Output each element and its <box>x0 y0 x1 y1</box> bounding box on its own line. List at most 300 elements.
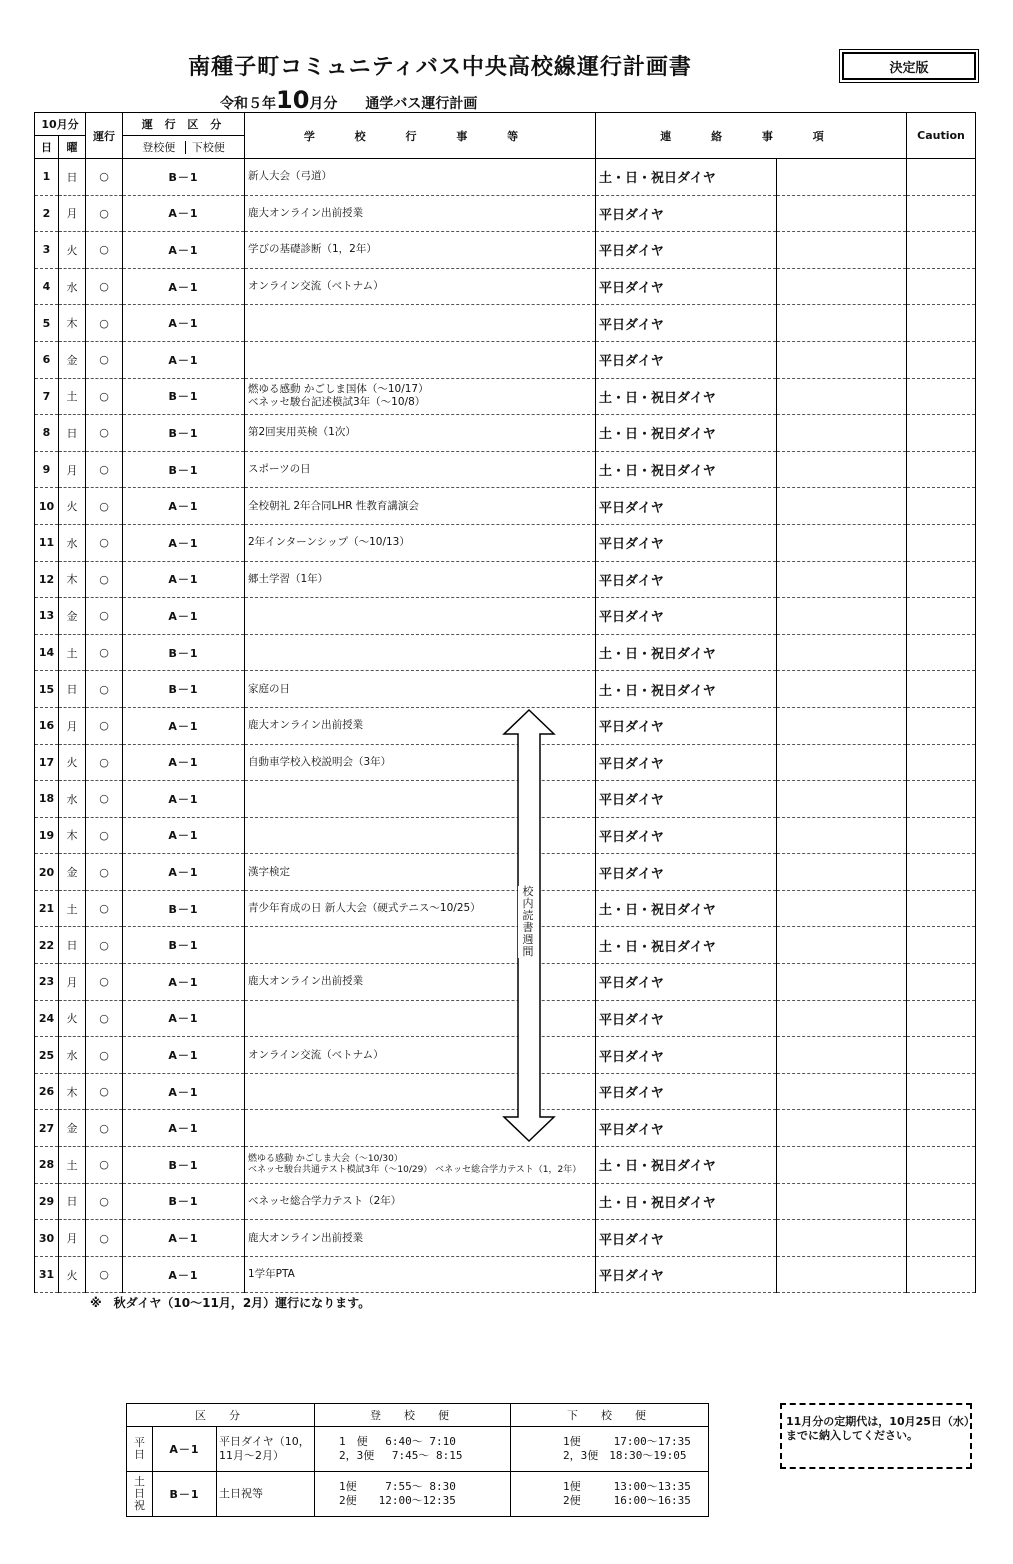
time-line: 1便 17:00～17:35 <box>563 1435 691 1448</box>
contact-cell: 平日ダイヤ <box>596 964 777 1001</box>
caution-cell <box>907 671 976 708</box>
caution-cell <box>907 159 976 196</box>
table-row <box>35 671 976 708</box>
caution-cell <box>907 634 976 671</box>
contact-cell: 土・日・祝日ダイヤ <box>596 671 777 708</box>
event-cell <box>245 341 596 378</box>
weekday-cell: 水 <box>59 268 86 305</box>
table-row <box>35 195 976 232</box>
weekday-cell: 木 <box>59 305 86 342</box>
weekday-cell: 日 <box>59 671 86 708</box>
contact-cell: 土・日・祝日ダイヤ <box>596 451 777 488</box>
day-cell: 29 <box>35 1183 59 1220</box>
contact-extra-cell <box>777 415 907 452</box>
day-cell: 8 <box>35 415 59 452</box>
contact-extra-cell <box>777 817 907 854</box>
contact-extra-cell <box>777 744 907 781</box>
time-line: 1便 13:00～13:35 <box>563 1480 691 1493</box>
contact-extra-cell <box>777 488 907 525</box>
contact-extra-cell <box>777 854 907 891</box>
operation-mark: ○ <box>86 817 123 854</box>
contact-cell: 平日ダイヤ <box>596 598 777 635</box>
operation-mark: ○ <box>86 561 123 598</box>
category-cell: B－1 <box>123 634 245 671</box>
weekday-cell: 金 <box>59 854 86 891</box>
category-cell: A－1 <box>123 1110 245 1147</box>
header-day: 日 <box>35 136 59 159</box>
caution-cell <box>907 1110 976 1147</box>
timetable-from-times <box>511 1472 709 1517</box>
timetable-side-label: 平 日 <box>127 1427 153 1472</box>
event-cell: 自動車学校入校説明会（3年） <box>245 744 596 781</box>
timetable-to-times <box>315 1472 511 1517</box>
category-cell: A－1 <box>123 854 245 891</box>
operation-mark: ○ <box>86 744 123 781</box>
event-cell: 鹿大オンライン出前授業 <box>245 195 596 232</box>
contact-extra-cell <box>777 598 907 635</box>
contact-cell: 平日ダイヤ <box>596 1256 777 1293</box>
weekday-cell: 月 <box>59 195 86 232</box>
day-cell: 11 <box>35 524 59 561</box>
category-cell: A－1 <box>123 1073 245 1110</box>
subtitle-month: 10 <box>276 86 310 114</box>
contact-extra-cell <box>777 1037 907 1074</box>
timetable-from-times <box>511 1427 709 1472</box>
contact-cell: 平日ダイヤ <box>596 232 777 269</box>
status-badge: 決定版 <box>842 52 976 80</box>
operation-mark: ○ <box>86 964 123 1001</box>
caution-cell <box>907 378 976 415</box>
caution-cell <box>907 195 976 232</box>
subtitle-month-suffix: 月分 <box>309 96 338 112</box>
weekday-cell: 水 <box>59 781 86 818</box>
event-cell <box>245 634 596 671</box>
subtitle-era: 令和５年 <box>220 96 276 112</box>
caution-cell <box>907 890 976 927</box>
operation-mark: ○ <box>86 232 123 269</box>
weekday-cell: 月 <box>59 451 86 488</box>
contact-extra-cell <box>777 1256 907 1293</box>
caution-cell <box>907 268 976 305</box>
caution-cell <box>907 854 976 891</box>
contact-cell: 平日ダイヤ <box>596 305 777 342</box>
timetable-to-times <box>315 1427 511 1472</box>
weekday-cell: 土 <box>59 634 86 671</box>
caution-cell <box>907 488 976 525</box>
event-cell <box>245 378 596 415</box>
category-cell: A－1 <box>123 232 245 269</box>
caution-cell <box>907 415 976 452</box>
contact-cell: 平日ダイヤ <box>596 1220 777 1257</box>
operation-mark: ○ <box>86 598 123 635</box>
day-cell: 9 <box>35 451 59 488</box>
weekday-cell: 土 <box>59 1147 86 1184</box>
contact-cell: 平日ダイヤ <box>596 707 777 744</box>
contact-extra-cell <box>777 1183 907 1220</box>
timetable-side-label: 土 日 祝 <box>127 1472 153 1517</box>
timetable-code: A－1 <box>153 1427 217 1472</box>
day-cell: 25 <box>35 1037 59 1074</box>
contact-cell: 土・日・祝日ダイヤ <box>596 159 777 196</box>
day-cell: 15 <box>35 671 59 708</box>
caution-cell <box>907 964 976 1001</box>
category-cell: A－1 <box>123 707 245 744</box>
caution-cell <box>907 1037 976 1074</box>
operation-mark: ○ <box>86 1183 123 1220</box>
contact-cell: 土・日・祝日ダイヤ <box>596 378 777 415</box>
day-cell: 2 <box>35 195 59 232</box>
timetable-row <box>127 1472 709 1517</box>
event-cell: 鹿大オンライン出前授業 <box>245 1220 596 1257</box>
header-subcategory <box>123 136 245 159</box>
operation-mark: ○ <box>86 781 123 818</box>
event-cell: 家庭の日 <box>245 671 596 708</box>
category-cell: A－1 <box>123 964 245 1001</box>
event-line: ベネッセ駿台共通テスト模試3年（～10/29） ベネッセ総合学力テスト（1，2年） <box>248 1164 582 1175</box>
weekday-cell: 火 <box>59 1000 86 1037</box>
table-row <box>35 1147 976 1184</box>
event-cell <box>245 1147 596 1184</box>
weekday-cell: 日 <box>59 927 86 964</box>
header-contact: 連 絡 事 項 <box>596 113 907 159</box>
header-month: 10月分 <box>35 113 86 136</box>
weekday-cell: 水 <box>59 1037 86 1074</box>
table-row <box>35 634 976 671</box>
operation-mark: ○ <box>86 341 123 378</box>
contact-extra-cell <box>777 671 907 708</box>
table-row <box>35 524 976 561</box>
header-category: 運 行 区 分 <box>123 113 245 136</box>
event-line: 燃ゆる感動 かごしま大会（～10/30） <box>248 1153 403 1164</box>
caution-cell <box>907 744 976 781</box>
contact-cell: 土・日・祝日ダイヤ <box>596 1183 777 1220</box>
time-line: 2便 12:00～12:35 <box>339 1494 456 1507</box>
day-cell: 27 <box>35 1110 59 1147</box>
category-cell: B－1 <box>123 159 245 196</box>
contact-cell: 平日ダイヤ <box>596 524 777 561</box>
event-cell: 漢字検定 <box>245 854 596 891</box>
day-cell: 1 <box>35 159 59 196</box>
day-cell: 16 <box>35 707 59 744</box>
weekday-cell: 金 <box>59 598 86 635</box>
contact-cell: 平日ダイヤ <box>596 195 777 232</box>
operation-mark: ○ <box>86 451 123 488</box>
operation-mark: ○ <box>86 1110 123 1147</box>
time-line: 2，3便 7:45～ 8:15 <box>339 1449 463 1462</box>
event-cell: スポーツの日 <box>245 451 596 488</box>
weekday-cell: 木 <box>59 1073 86 1110</box>
category-cell: A－1 <box>123 488 245 525</box>
day-cell: 10 <box>35 488 59 525</box>
header-events: 学 校 行 事 等 <box>245 113 596 159</box>
subtitle <box>220 86 640 114</box>
weekday-cell: 日 <box>59 415 86 452</box>
weekday-cell: 火 <box>59 1256 86 1293</box>
event-cell: 1学年PTA <box>245 1256 596 1293</box>
weekday-cell: 金 <box>59 1110 86 1147</box>
caution-cell <box>907 1000 976 1037</box>
day-cell: 19 <box>35 817 59 854</box>
contact-cell: 平日ダイヤ <box>596 1037 777 1074</box>
contact-cell: 平日ダイヤ <box>596 561 777 598</box>
weekday-cell: 水 <box>59 524 86 561</box>
operation-mark: ○ <box>86 634 123 671</box>
bus-timetable <box>126 1403 709 1517</box>
operation-mark: ○ <box>86 890 123 927</box>
day-cell: 12 <box>35 561 59 598</box>
category-cell: A－1 <box>123 305 245 342</box>
day-cell: 23 <box>35 964 59 1001</box>
table-row <box>35 159 976 196</box>
operation-mark: ○ <box>86 195 123 232</box>
contact-extra-cell <box>777 1110 907 1147</box>
contact-extra-cell <box>777 561 907 598</box>
category-cell: A－1 <box>123 1256 245 1293</box>
timetable-desc: 土日祝等 <box>217 1472 315 1517</box>
category-cell: A－1 <box>123 1000 245 1037</box>
timetable-header-from: 下 校 便 <box>511 1404 709 1427</box>
contact-extra-cell <box>777 268 907 305</box>
contact-cell: 土・日・祝日ダイヤ <box>596 634 777 671</box>
contact-extra-cell <box>777 451 907 488</box>
table-row <box>35 415 976 452</box>
operation-mark: ○ <box>86 1037 123 1074</box>
event-cell: 郷土学習（1年） <box>245 561 596 598</box>
day-cell: 3 <box>35 232 59 269</box>
event-line: ベネッセ駿台記述模試3年（～10/8） <box>248 396 426 409</box>
day-cell: 14 <box>35 634 59 671</box>
category-cell: A－1 <box>123 781 245 818</box>
contact-cell: 土・日・祝日ダイヤ <box>596 415 777 452</box>
event-cell <box>245 598 596 635</box>
contact-extra-cell <box>777 232 907 269</box>
operation-mark: ○ <box>86 1073 123 1110</box>
event-cell: 新人大会（弓道） <box>245 159 596 196</box>
table-row <box>35 341 976 378</box>
category-cell: A－1 <box>123 268 245 305</box>
contact-cell: 土・日・祝日ダイヤ <box>596 890 777 927</box>
operation-mark: ○ <box>86 524 123 561</box>
header-weekday: 曜 <box>59 136 86 159</box>
category-cell: A－1 <box>123 561 245 598</box>
operation-mark: ○ <box>86 378 123 415</box>
payment-notice: 11月分の定期代は，10月25日（水）までに納入してください。 <box>780 1403 972 1469</box>
contact-extra-cell <box>777 1073 907 1110</box>
operation-mark: ○ <box>86 1000 123 1037</box>
contact-extra-cell <box>777 781 907 818</box>
caution-cell <box>907 1256 976 1293</box>
table-row <box>35 1220 976 1257</box>
category-cell: B－1 <box>123 451 245 488</box>
time-line: 1便 7:55～ 8:30 <box>339 1480 456 1493</box>
category-cell: B－1 <box>123 378 245 415</box>
category-cell: A－1 <box>123 1220 245 1257</box>
operation-mark: ○ <box>86 1256 123 1293</box>
weekday-cell: 火 <box>59 744 86 781</box>
day-cell: 24 <box>35 1000 59 1037</box>
page-title: 南種子町コミュニティバス中央高校線運行計画書 <box>188 55 692 80</box>
event-cell: 鹿大オンライン出前授業 <box>245 707 596 744</box>
category-cell: A－1 <box>123 817 245 854</box>
caution-cell <box>907 927 976 964</box>
event-cell: 2年インターンシップ（～10/13） <box>245 524 596 561</box>
contact-cell: 土・日・祝日ダイヤ <box>596 927 777 964</box>
weekday-cell: 金 <box>59 341 86 378</box>
caution-cell <box>907 781 976 818</box>
caution-cell <box>907 1147 976 1184</box>
caution-cell <box>907 524 976 561</box>
category-cell: B－1 <box>123 927 245 964</box>
category-cell: A－1 <box>123 195 245 232</box>
timetable-code: B－1 <box>153 1472 217 1517</box>
contact-cell: 土・日・祝日ダイヤ <box>596 1147 777 1184</box>
time-line: 2便 16:00～16:35 <box>563 1494 691 1507</box>
operation-mark: ○ <box>86 927 123 964</box>
caution-cell <box>907 1073 976 1110</box>
operation-mark: ○ <box>86 415 123 452</box>
caution-cell <box>907 451 976 488</box>
operation-mark: ○ <box>86 268 123 305</box>
contact-cell: 平日ダイヤ <box>596 488 777 525</box>
caution-cell <box>907 561 976 598</box>
weekday-cell: 月 <box>59 964 86 1001</box>
contact-extra-cell <box>777 1000 907 1037</box>
caution-cell <box>907 341 976 378</box>
caution-cell <box>907 817 976 854</box>
timetable-desc: 平日ダイヤ（10，11月～2月） <box>217 1427 315 1472</box>
contact-extra-cell <box>777 378 907 415</box>
operation-mark: ○ <box>86 707 123 744</box>
contact-extra-cell <box>777 524 907 561</box>
day-cell: 6 <box>35 341 59 378</box>
operation-mark: ○ <box>86 488 123 525</box>
weekday-cell: 火 <box>59 488 86 525</box>
header-operation: 運行 <box>86 113 123 159</box>
timetable-header-to: 登 校 便 <box>315 1404 511 1427</box>
category-cell: A－1 <box>123 598 245 635</box>
day-cell: 22 <box>35 927 59 964</box>
weekday-cell: 月 <box>59 707 86 744</box>
contact-cell: 平日ダイヤ <box>596 817 777 854</box>
category-cell: B－1 <box>123 1183 245 1220</box>
contact-extra-cell <box>777 305 907 342</box>
contact-extra-cell <box>777 964 907 1001</box>
timetable-header-category: 区 分 <box>127 1404 315 1427</box>
caution-cell <box>907 1220 976 1257</box>
contact-cell: 平日ダイヤ <box>596 341 777 378</box>
event-cell: 第2回実用英検（1次） <box>245 415 596 452</box>
event-line: 燃ゆる感動 かごしま国体（～10/17） <box>248 383 429 396</box>
weekday-cell: 火 <box>59 232 86 269</box>
contact-extra-cell <box>777 634 907 671</box>
footnote: ※ 秋ダイヤ（10～11月，2月）運行になります。 <box>90 1296 371 1310</box>
operation-mark: ○ <box>86 305 123 342</box>
category-cell: A－1 <box>123 524 245 561</box>
operation-mark: ○ <box>86 671 123 708</box>
contact-cell: 平日ダイヤ <box>596 268 777 305</box>
contact-extra-cell <box>777 707 907 744</box>
contact-cell: 平日ダイヤ <box>596 1000 777 1037</box>
table-row <box>35 598 976 635</box>
contact-extra-cell <box>777 341 907 378</box>
contact-cell: 平日ダイヤ <box>596 1073 777 1110</box>
category-cell: A－1 <box>123 744 245 781</box>
event-cell: 青少年育成の日 新人大会（硬式テニス～10/25） <box>245 890 596 927</box>
contact-extra-cell <box>777 890 907 927</box>
header-from-school: 下校便 <box>191 141 225 154</box>
event-cell: オンライン交流（ベトナム） <box>245 1037 596 1074</box>
day-cell: 20 <box>35 854 59 891</box>
day-cell: 7 <box>35 378 59 415</box>
weekday-cell: 月 <box>59 1220 86 1257</box>
weekday-cell: 木 <box>59 817 86 854</box>
table-row <box>35 1183 976 1220</box>
day-cell: 4 <box>35 268 59 305</box>
contact-cell: 平日ダイヤ <box>596 1110 777 1147</box>
contact-cell: 平日ダイヤ <box>596 781 777 818</box>
table-row <box>35 305 976 342</box>
category-cell: A－1 <box>123 1037 245 1074</box>
timetable-row <box>127 1427 709 1472</box>
time-line: 1 便 6:40～ 7:10 <box>339 1435 456 1448</box>
category-cell: B－1 <box>123 1147 245 1184</box>
reading-week-label: 校 内 読 書 週 間 <box>518 886 538 958</box>
subtitle-plan: 通学バス運行計画 <box>365 96 478 112</box>
weekday-cell: 木 <box>59 561 86 598</box>
table-row <box>35 378 976 415</box>
time-line: 2，3便 18:30～19:05 <box>563 1449 687 1462</box>
day-cell: 31 <box>35 1256 59 1293</box>
weekday-cell: 日 <box>59 1183 86 1220</box>
caution-cell <box>907 232 976 269</box>
table-row <box>35 488 976 525</box>
caution-cell <box>907 1183 976 1220</box>
operation-mark: ○ <box>86 1147 123 1184</box>
weekday-cell: 土 <box>59 890 86 927</box>
table-row <box>35 232 976 269</box>
caution-cell <box>907 305 976 342</box>
category-cell: B－1 <box>123 671 245 708</box>
event-cell: 全校朝礼 2年合同LHR 性教育講演会 <box>245 488 596 525</box>
day-cell: 17 <box>35 744 59 781</box>
weekday-cell: 日 <box>59 159 86 196</box>
contact-cell: 平日ダイヤ <box>596 744 777 781</box>
event-cell: 学びの基礎診断（1，2年） <box>245 232 596 269</box>
operation-mark: ○ <box>86 854 123 891</box>
event-cell <box>245 305 596 342</box>
event-cell: オンライン交流（ベトナム） <box>245 268 596 305</box>
operation-mark: ○ <box>86 159 123 196</box>
day-cell: 18 <box>35 781 59 818</box>
operation-mark: ○ <box>86 1220 123 1257</box>
day-cell: 28 <box>35 1147 59 1184</box>
contact-extra-cell <box>777 1147 907 1184</box>
day-cell: 30 <box>35 1220 59 1257</box>
day-cell: 21 <box>35 890 59 927</box>
category-cell: B－1 <box>123 890 245 927</box>
event-cell: ベネッセ総合学力テスト（2年） <box>245 1183 596 1220</box>
event-cell: 鹿大オンライン出前授業 <box>245 964 596 1001</box>
category-cell: B－1 <box>123 415 245 452</box>
caution-cell <box>907 707 976 744</box>
weekday-cell: 土 <box>59 378 86 415</box>
contact-extra-cell <box>777 195 907 232</box>
category-cell: A－1 <box>123 341 245 378</box>
day-cell: 26 <box>35 1073 59 1110</box>
table-row <box>35 451 976 488</box>
caution-cell <box>907 598 976 635</box>
day-cell: 13 <box>35 598 59 635</box>
